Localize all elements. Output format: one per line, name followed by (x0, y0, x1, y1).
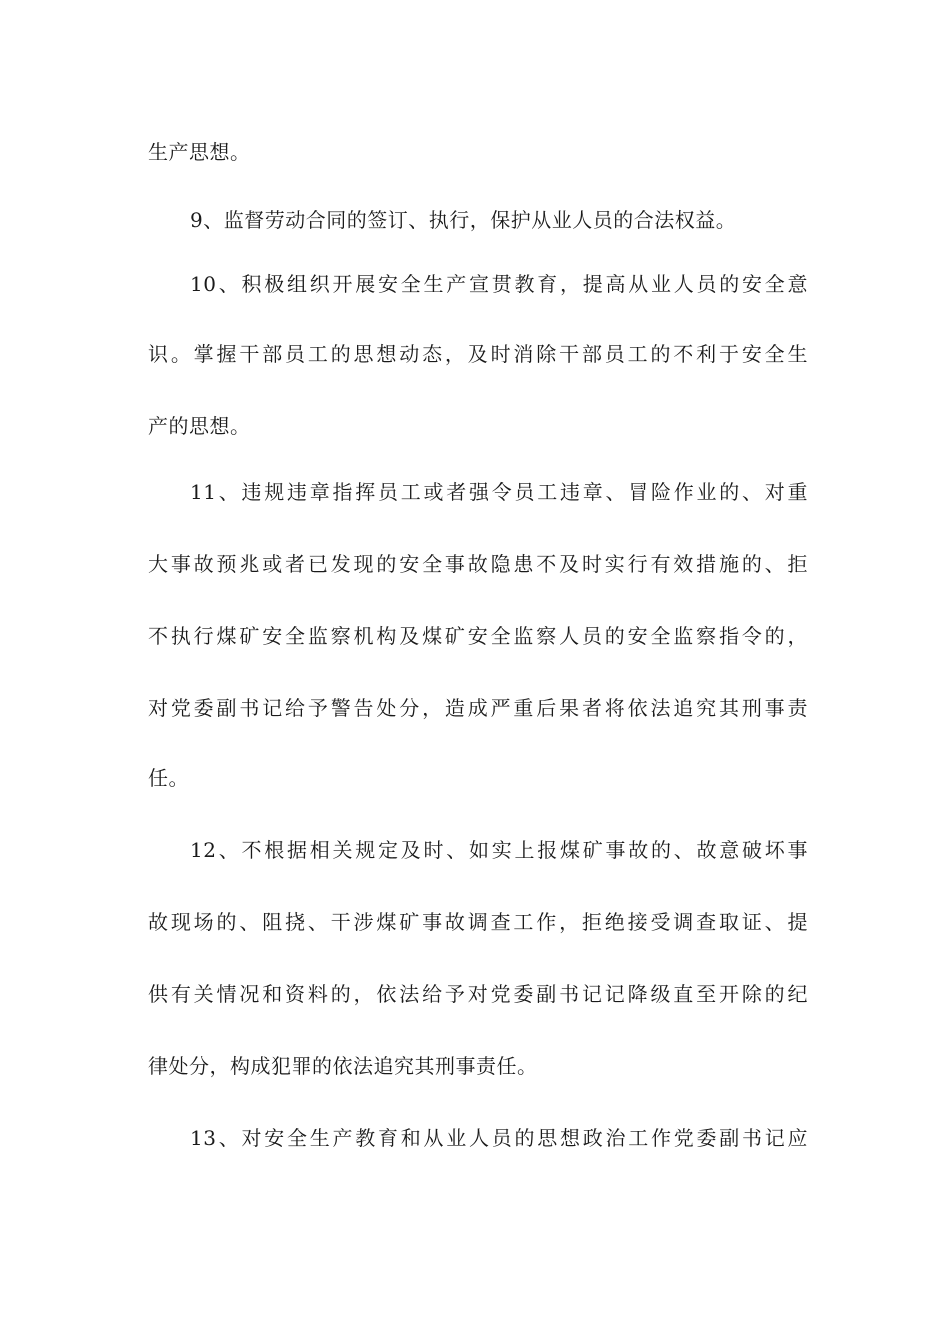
text-line: 供有关情况和资料的，依法给予对党委副书记记降级直至开除的纪 (148, 982, 808, 1006)
text-line: 识。掌握干部员工的思想动态，及时消除干部员工的不利于安全生 (148, 342, 808, 366)
text-line: 13、对安全生产教育和从业人员的思想政治工作党委副书记应 (190, 1126, 808, 1150)
text-line: 任。 (148, 766, 189, 790)
text-line: 律处分，构成犯罪的依法追究其刑事责任。 (148, 1054, 538, 1078)
text-line: 11、违规违章指挥员工或者强令员工违章、冒险作业的、对重 (190, 480, 808, 504)
text-line: 对党委副书记给予警告处分，造成严重后果者将依法追究其刑事责 (148, 696, 808, 720)
text-line: 故现场的、阻挠、干涉煤矿事故调查工作，拒绝接受调查取证、提 (148, 910, 808, 934)
text-line: 9、监督劳动合同的签订、执行，保护从业人员的合法权益。 (190, 208, 737, 232)
text-line: 产的思想。 (148, 414, 251, 438)
text-line: 生产思想。 (148, 140, 251, 164)
text-line: 12、不根据相关规定及时、如实上报煤矿事故的、故意破坏事 (190, 838, 808, 862)
text-line: 10、积极组织开展安全生产宣贯教育，提高从业人员的安全意 (190, 272, 808, 296)
text-line: 大事故预兆或者已发现的安全事故隐患不及时实行有效措施的、拒 (148, 552, 808, 576)
text-line: 不执行煤矿安全监察机构及煤矿安全监察人员的安全监察指令的， (148, 624, 808, 648)
